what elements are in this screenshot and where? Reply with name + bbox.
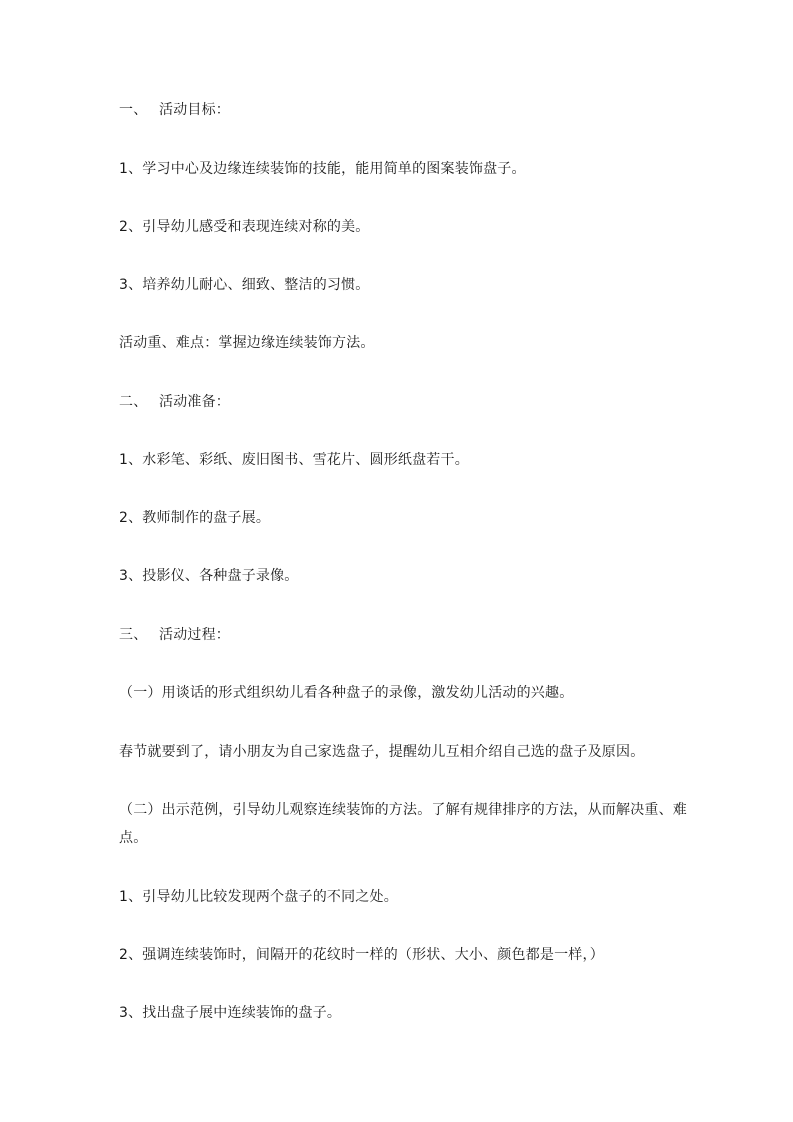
- process-item: 1、引导幼儿比较发现两个盘子的不同之处。: [119, 889, 398, 905]
- process-item: 2、强调连续装饰时，间隔开的花纹时一样的（形状、大小、颜色都是一样，）: [119, 947, 604, 963]
- section-number: 二、: [119, 394, 148, 410]
- section-number: 一、: [119, 102, 148, 118]
- goal-item: 1、学习中心及边缘连续装饰的技能，能用简单的图案装饰盘子。: [119, 161, 526, 177]
- key-points: 活动重、难点：掌握边缘连续装饰方法。: [119, 335, 375, 351]
- preparation-item: 2、教师制作的盘子展。: [119, 510, 271, 526]
- preparation-item: 3、投影仪、各种盘子录像。: [119, 568, 299, 584]
- process-item: 3、找出盘子展中连续装饰的盘子。: [119, 1005, 342, 1021]
- goal-item: 2、引导幼儿感受和表现连续对称的美。: [119, 219, 370, 235]
- process-step: （二）出示范例，引导幼儿观察连续装饰的方法。了解有规律排序的方法，从而解决重、难点。: [119, 802, 687, 846]
- section-heading-goals: [119, 96, 689, 124]
- goal-item: 3、培养幼儿耐心、细致、整洁的习惯。: [119, 277, 370, 293]
- section-title: 活动准备：: [159, 394, 230, 410]
- section-heading-process: [119, 621, 689, 649]
- preparation-item: 1、水彩笔、彩纸、废旧图书、雪花片、圆形纸盘若干。: [119, 452, 469, 468]
- section-number: 三、: [119, 627, 148, 643]
- section-title: 活动目标：: [159, 102, 230, 118]
- section-heading-preparation: [119, 388, 689, 416]
- process-detail: 春节就要到了，请小朋友为自己家选盘子，提醒幼儿互相介绍自己选的盘子及原因。: [119, 744, 645, 760]
- section-title: 活动过程：: [159, 627, 230, 643]
- process-step: （一）用谈话的形式组织幼儿看各种盘子的录像，激发幼儿活动的兴趣。: [119, 685, 574, 701]
